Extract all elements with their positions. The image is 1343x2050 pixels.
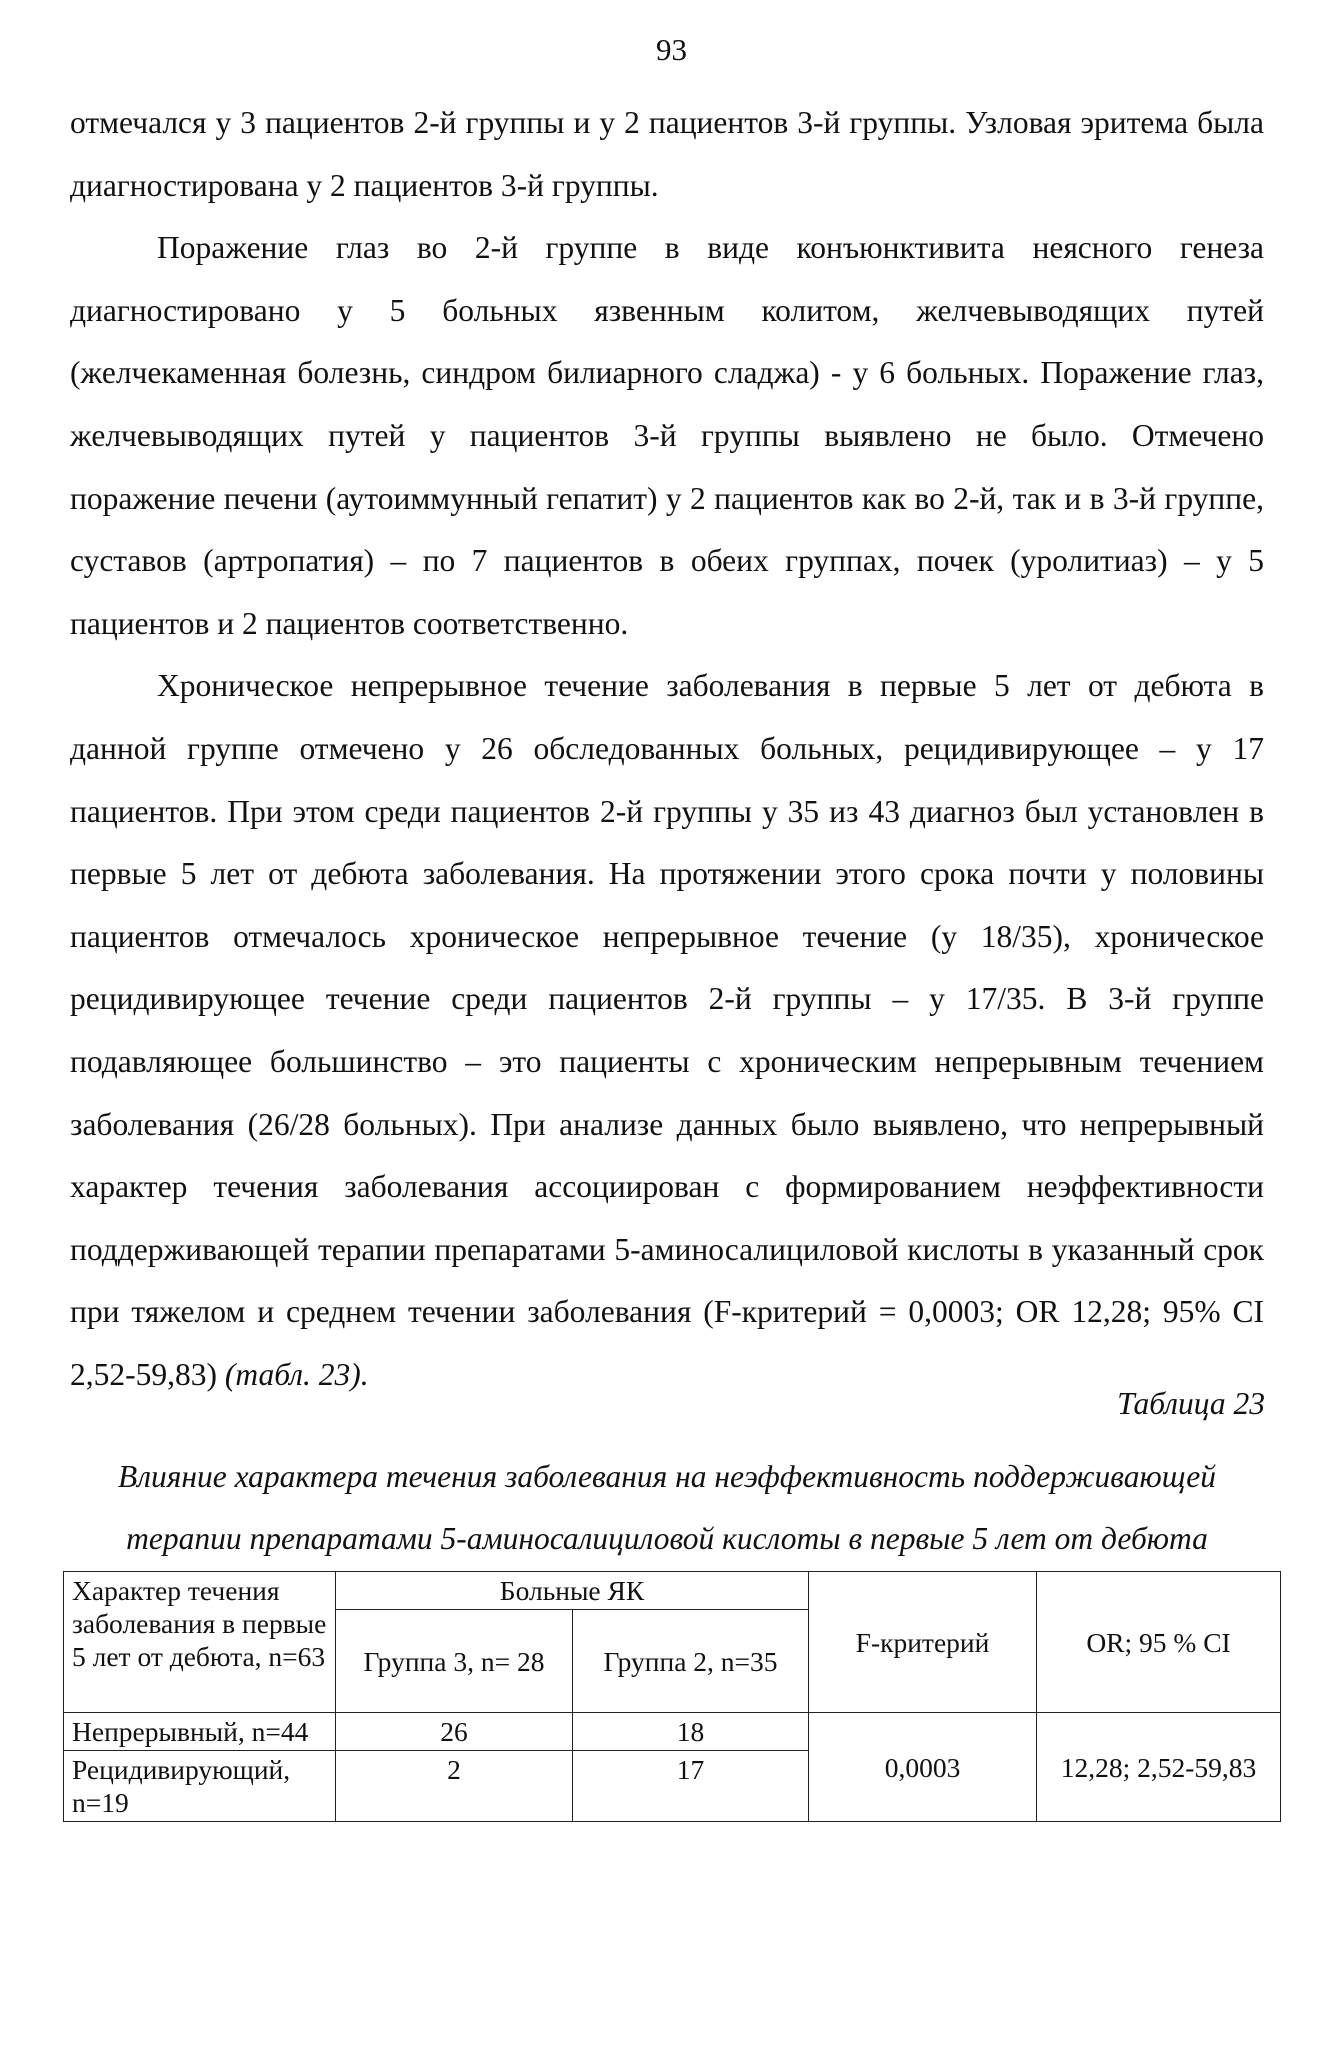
header-f-criterion: F-критерий (809, 1572, 1037, 1713)
header-group2: Группа 2, n=35 (573, 1610, 809, 1713)
paragraph-continuation: отмечался у 3 пациентов 2-й группы и у 2 пациентов 3-й группы. Узловая эритема была диагностирована у 2 пациентов 3-й группы. (70, 105, 1264, 203)
data-table (63, 1571, 1281, 1822)
cell-f-value: 0,0003 (809, 1713, 1037, 1822)
row-label-relapsing: Рецидивирующий, n=19 (64, 1751, 336, 1822)
paragraph-course-text: Хроническое непрерывное течение заболевания в первые 5 лет от дебюта в данной группе отмечено у 26 обследованных больных, рецидивирующее – у 17 пациентов. При этом среди пациентов 2-й группы у 35 из 43 диагноз был установлен в первые 5 лет от дебюта заболевания. На протяжении этого срока почти у половины пациентов отмечалось хроническое непрерывное течение (у 18/35), хроническое рецидивирующее течение среди пациентов 2-й группы – у 17/35. В 3-й группе подавляющее большинство – это пациенты с хроническим непрерывным течением заболевания (26/28 больных). При анализе данных было выявлено, что непрерывный характер течения заболевания ассоциирован с формированием неэффективности поддерживающей терапии препаратами 5-аминосалициловой кислоты в указанный срок при тяжелом и среднем течении заболевания (F-критерий = 0,0003; OR 12,28; 95% CI 2,52-59,83) (70, 668, 1264, 1392)
table-reference: (табл. 23). (224, 1356, 369, 1392)
header-group-patients: Больные ЯК (336, 1572, 809, 1610)
paragraph-lesions: Поражение глаз во 2-й группе в виде конъюнктивита неясного генеза диагностировано у 5 больных язвенным колитом, желчевыводящих путей (желчекаменная болезнь, синдром билиарного сладжа) - у 6 больных. Поражение глаз, желчевыводящих путей у пациентов 3-й группы выявлено не было. Отмечено поражение печени (аутоиммунный гепатит) у 2 пациентов как во 2-й, так и в 3-й группе, суставов (артропатия) – по 7 пациентов в обеих группах, почек (уролитиаз) – у 5 пациентов и 2 пациентов соответственно. (70, 230, 1264, 641)
table-label: Таблица 23 (1117, 1386, 1265, 1421)
cell-group2-relapsing: 17 (573, 1751, 809, 1822)
cell-group2-continuous: 18 (573, 1713, 809, 1751)
cell-group3-relapsing: 2 (336, 1751, 573, 1822)
page-number: 93 (656, 32, 687, 67)
row-label-continuous: Непрерывный, n=44 (64, 1713, 336, 1751)
cell-or-value: 12,28; 2,52-59,83 (1037, 1713, 1281, 1822)
header-group3: Группа 3, n= 28 (336, 1610, 573, 1713)
cell-group3-continuous: 26 (336, 1713, 573, 1751)
table-row (64, 1713, 1281, 1751)
header-or-ci: OR; 95 % CI (1037, 1572, 1281, 1713)
paragraph-course (70, 655, 1264, 1406)
body-text (70, 92, 1264, 1406)
header-course-type: Характер течения заболевания в первые 5 лет от дебюта, n=63 (64, 1572, 336, 1713)
table-caption: Влияние характера течения заболевания на неэффективность поддерживающей терапии препаратами 5-аминосалициловой кислоты в первые 5 лет от дебюта (118, 1459, 1216, 1556)
table-header-row (64, 1572, 1281, 1610)
